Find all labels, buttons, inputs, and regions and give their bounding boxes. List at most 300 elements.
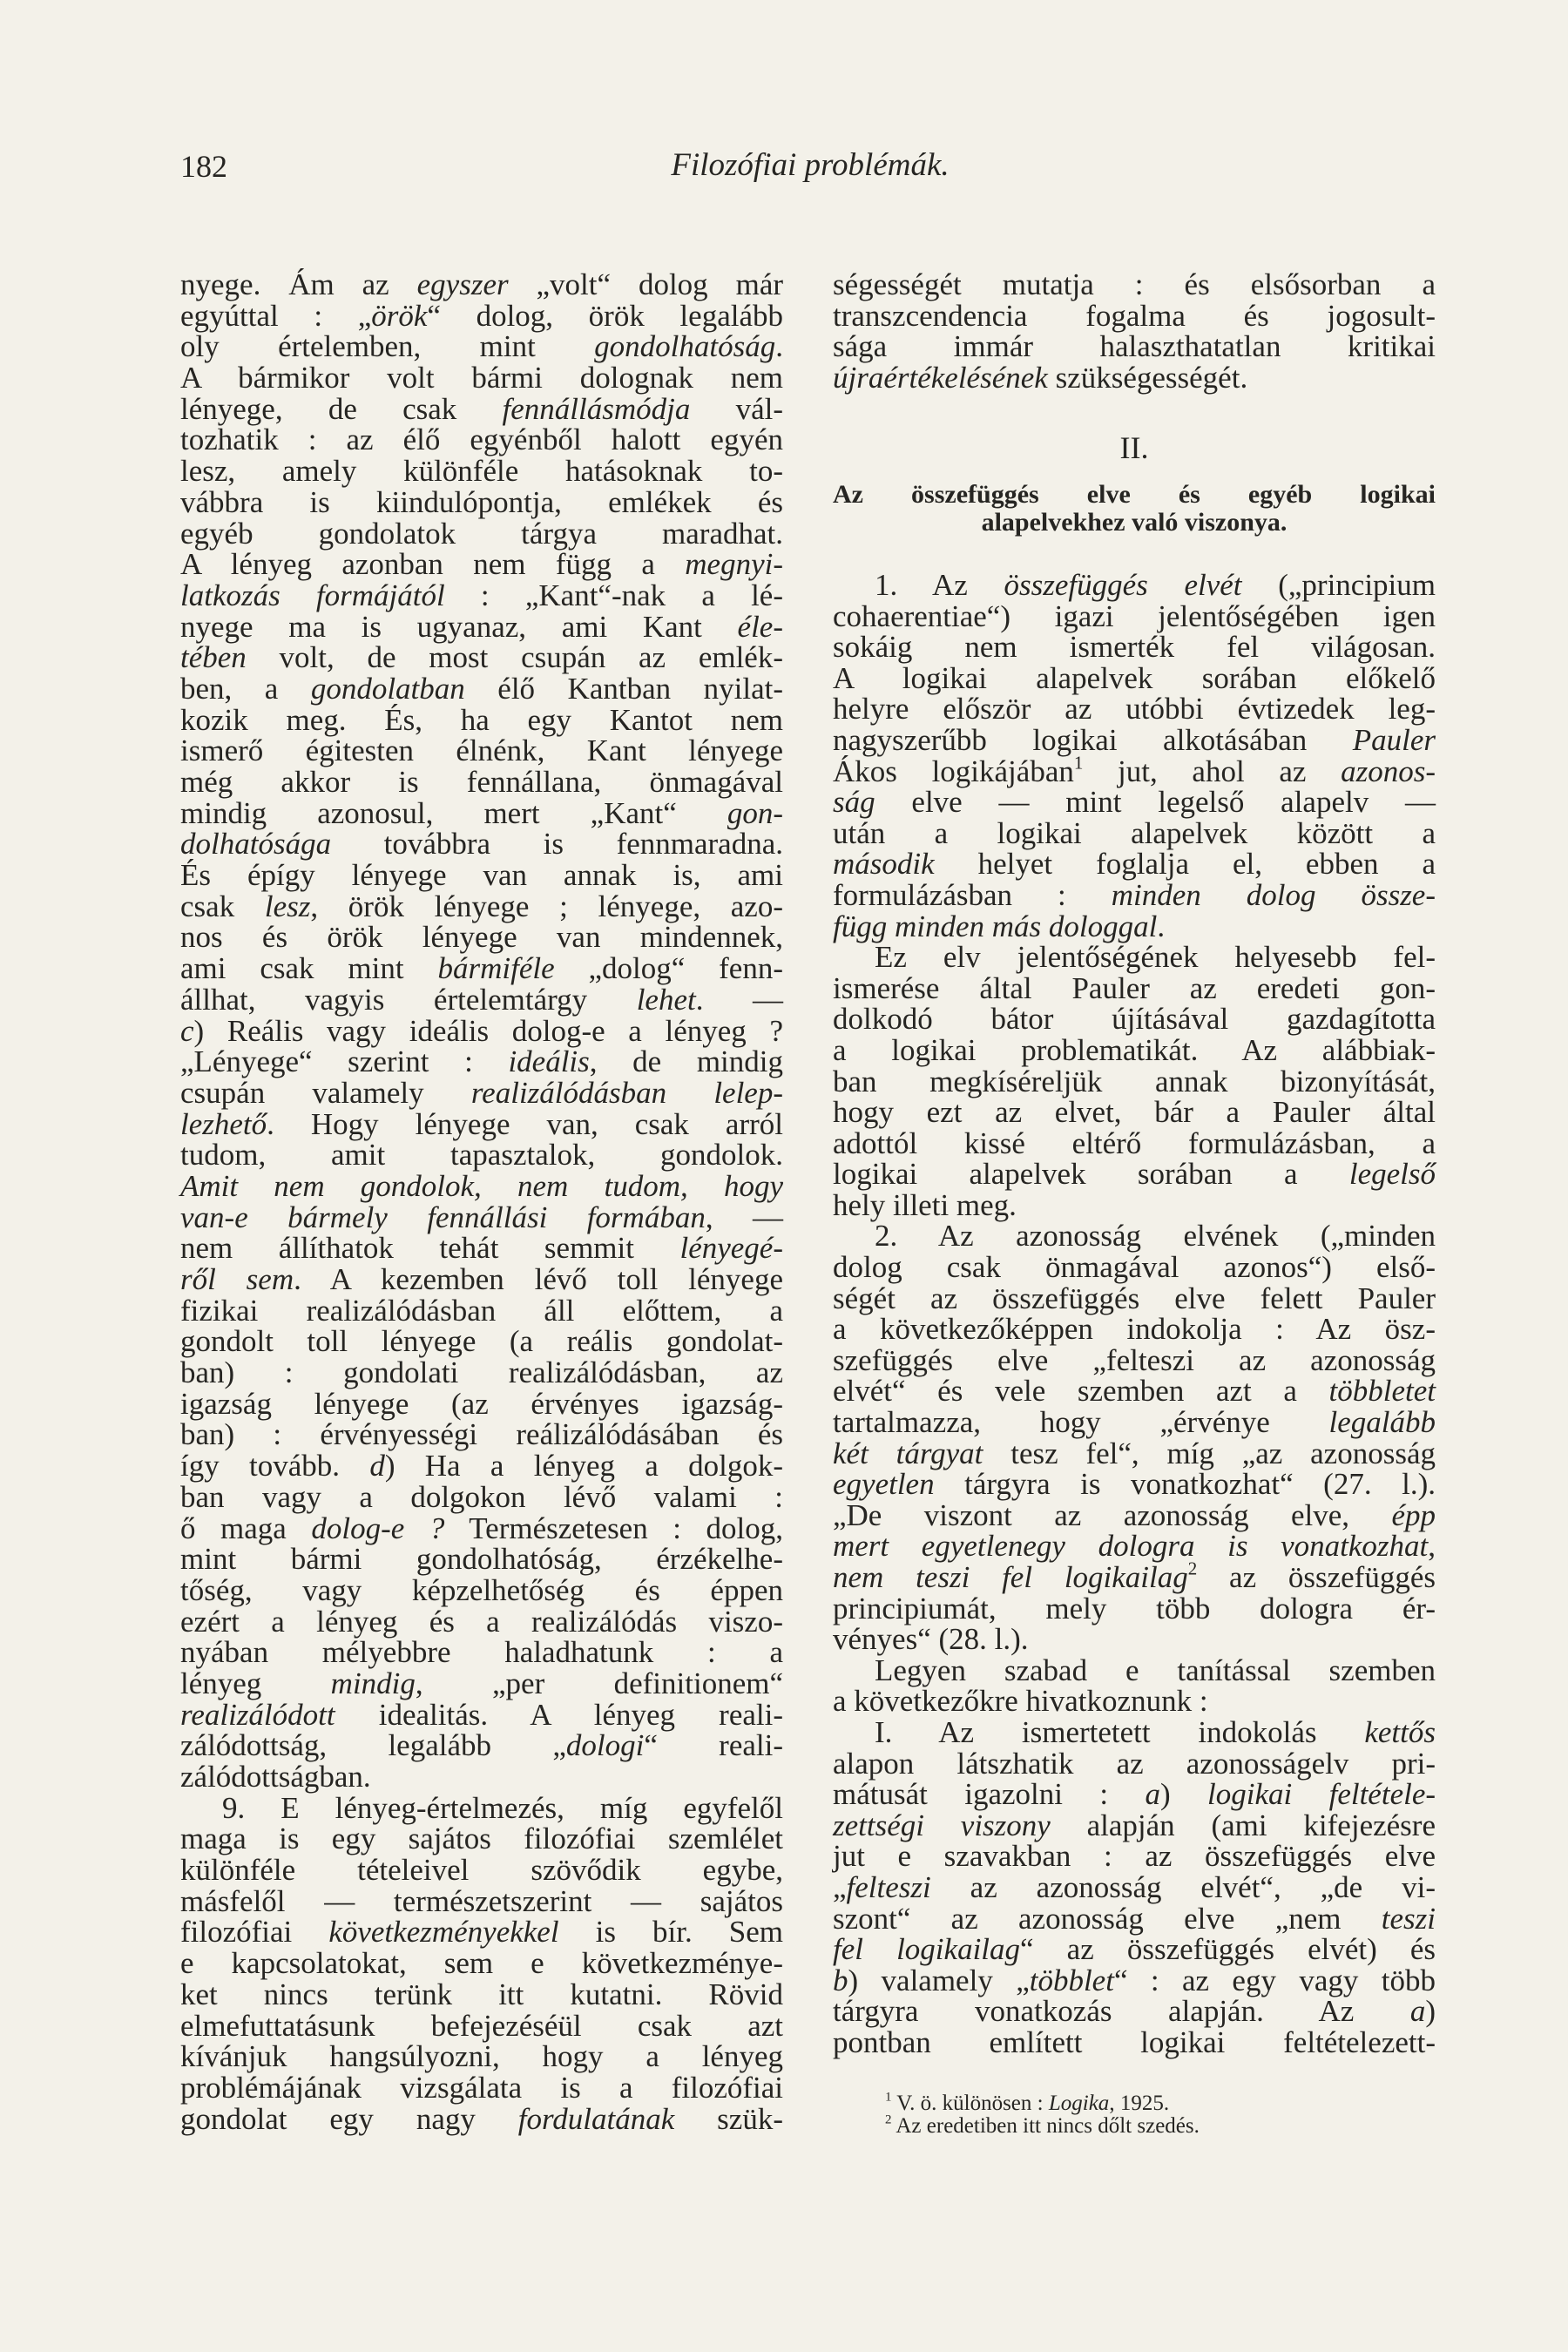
italic-text: teszi xyxy=(1381,1901,1436,1936)
text-line xyxy=(833,598,1436,633)
page-number: 182 xyxy=(180,149,227,184)
text-run: szont“ az azonosság elve „nem xyxy=(833,1901,1382,1936)
text-run: egyéb gondolatok tárgya maradhat. xyxy=(180,516,783,551)
text-run: jut, ahol az xyxy=(1083,754,1342,788)
italic-text: lesz xyxy=(264,889,311,923)
text-line xyxy=(180,735,783,767)
text-line xyxy=(180,1513,783,1544)
text-run: kívánjuk hangsúlyozni, hogy a lényeg xyxy=(180,2039,783,2074)
italic-text: b xyxy=(833,1963,848,1997)
text-line xyxy=(833,970,1436,1005)
text-run: adottól kissé eltérő formulázásban, a xyxy=(833,1125,1436,1160)
text-line xyxy=(833,298,1436,333)
text-line xyxy=(833,1869,1436,1904)
text-run: tartalmazza, hogy „érvénye xyxy=(833,1405,1329,1440)
text-line xyxy=(833,1375,1436,1407)
text-line xyxy=(180,609,783,644)
text-line xyxy=(833,1469,1436,1500)
italic-text: Pauler xyxy=(1352,722,1436,757)
italic-text: fordulatának xyxy=(517,2101,675,2136)
text-line xyxy=(180,1916,783,1948)
text-line xyxy=(833,911,1436,943)
text-line xyxy=(180,391,783,426)
text-line xyxy=(180,1697,783,1732)
italic-text: mindig xyxy=(330,1666,416,1700)
text-line xyxy=(833,1097,1436,1128)
text-run: jut e szavakban : az összefüggés elve xyxy=(833,1839,1436,1874)
text-line xyxy=(180,767,783,798)
italic-text: fennállásmódja xyxy=(502,391,691,426)
text-run: a következőképpen indokolja : Az ösz- xyxy=(833,1312,1436,1347)
text-line xyxy=(833,1748,1436,1780)
text-run: gondolt toll lényege (a reális gondolat- xyxy=(180,1324,783,1359)
text-run: Természetesen : dolog, xyxy=(444,1511,783,1545)
text-line xyxy=(833,942,1436,973)
text-line xyxy=(180,1168,783,1203)
text-line xyxy=(180,1730,783,1761)
italic-text: logikai feltétele- xyxy=(1207,1777,1436,1812)
text-run: helyre először az utóbbi évtizedek leg- xyxy=(833,692,1436,727)
text-run: nos és örök lényege van mindennek, xyxy=(180,920,783,955)
text-line xyxy=(180,1883,783,1918)
text-line xyxy=(833,362,1436,394)
italic-text: lényegé- xyxy=(679,1231,783,1266)
italic-text: gon- xyxy=(727,795,783,830)
text-run: még akkor is fennállana, önmagával xyxy=(180,765,783,799)
text-run: principiumát, mely több dologra ér- xyxy=(833,1591,1436,1625)
text-run: 1. Az xyxy=(875,568,1004,602)
text-run: I. Az ismertetett indokolás xyxy=(875,1714,1365,1749)
text-line xyxy=(180,2101,783,2136)
text-line xyxy=(833,1159,1436,1190)
footnotes xyxy=(885,2092,1200,2138)
italic-text: lezhető xyxy=(180,1106,267,1141)
text-line xyxy=(180,673,783,705)
text-run: különféle tételeivel szövődik egybe, xyxy=(180,1853,783,1888)
italic-text: minden dolog össze- xyxy=(1111,877,1436,912)
text-line xyxy=(833,570,1436,601)
text-line xyxy=(833,1686,1436,1717)
text-run: nagyszerűbb logikai alkotásában xyxy=(833,722,1353,757)
italic-text: latkozás formájától xyxy=(180,578,445,612)
italic-text: realizálódásban lelep- xyxy=(470,1075,783,1110)
text-line xyxy=(833,1252,1436,1283)
text-run: ban vagy a dolgokon lévő valami : xyxy=(180,1479,783,1514)
text-run: a logikai problematikát. Az alábbiak- xyxy=(833,1032,1436,1067)
text-run: maga is egy sajátos filozófiai szemlélet xyxy=(180,1821,783,1856)
text-line xyxy=(833,848,1436,880)
italic-text: zettségi viszony xyxy=(833,1808,1051,1842)
text-line xyxy=(180,484,783,519)
text-line xyxy=(180,1855,783,1886)
text-line xyxy=(833,1652,1436,1687)
italic-text: egyetlen xyxy=(833,1467,935,1502)
italic-text: azonos- xyxy=(1341,754,1436,788)
italic-text: éle- xyxy=(737,609,783,644)
text-line xyxy=(180,1479,783,1514)
text-line xyxy=(833,632,1436,663)
italic-text: dolhatósága xyxy=(180,827,332,862)
text-line xyxy=(833,1934,1436,1965)
text-run: lesz, amely különféle hatásoknak to- xyxy=(180,454,783,489)
text-line xyxy=(833,1032,1436,1067)
text-run: hely illeti meg. xyxy=(833,1187,1017,1222)
text-run: vényes“ (28. l.). xyxy=(833,1622,1029,1657)
italic-text: nem teszi fel logikailag xyxy=(833,1560,1188,1594)
text-line xyxy=(833,1903,1436,1935)
text-line xyxy=(833,722,1436,757)
text-line xyxy=(833,1187,1436,1222)
text-run: ben, a xyxy=(180,671,311,706)
text-run: “ dolog, örök legalább xyxy=(427,298,783,333)
section-number: II. xyxy=(1119,430,1149,465)
text-run: „Lényege“ szerint : xyxy=(180,1044,509,1079)
italic-text: következményekkel xyxy=(328,1915,559,1950)
text-line xyxy=(833,1314,1436,1345)
text-line xyxy=(833,1497,1436,1532)
italic-text: egyszer xyxy=(416,267,509,301)
text-run: a következőkre hivatkoznunk : xyxy=(833,1684,1208,1719)
italic-text: c xyxy=(180,1013,194,1048)
text-line xyxy=(180,1668,783,1700)
text-run: logikai alapelvek sorában a xyxy=(833,1157,1349,1192)
text-line xyxy=(833,1714,1436,1749)
footnote-marker: 1 xyxy=(1073,751,1084,773)
text-line xyxy=(180,795,783,830)
text-line xyxy=(180,1606,783,1638)
text-line xyxy=(180,860,783,891)
footnote-marker: 2 xyxy=(1187,1558,1198,1579)
text-line xyxy=(180,1979,783,2011)
section-heading-line: alapelvekhez való viszonya. xyxy=(981,508,1288,537)
text-run: nem állíthatok tehát semmit xyxy=(180,1231,680,1266)
text-run: volt, de most csupán az emlék- xyxy=(246,640,783,675)
text-run: dolog csak önmagával azonos“) első- xyxy=(833,1250,1436,1285)
text-line xyxy=(180,2008,783,2043)
text-run: sokáig nem ismerték fel világosan. xyxy=(833,630,1436,665)
text-line xyxy=(180,984,783,1016)
text-run: A bármikor volt bármi dolognak nem xyxy=(180,361,783,395)
text-run: egyúttal : „ xyxy=(180,298,372,333)
italic-text: többletet xyxy=(1328,1374,1436,1409)
text-run: tárgyra vonatkozás alapján. Az xyxy=(833,1994,1410,2029)
text-run: után a logikai alapelvek között a xyxy=(833,815,1436,850)
text-line xyxy=(833,1125,1436,1160)
text-line xyxy=(180,298,783,333)
text-run: élő Kantban nyilat- xyxy=(464,671,783,706)
text-run: vál- xyxy=(690,391,783,426)
text-run: Ez elv jelentőségének helyesebb fel- xyxy=(875,940,1436,975)
italic-text: lehet xyxy=(636,982,696,1017)
text-run: szükségességét. xyxy=(1047,361,1248,395)
text-line xyxy=(833,1066,1436,1098)
text-run: A lényeg azonban nem függ a xyxy=(180,547,686,582)
text-run: V. ö. különösen : xyxy=(891,2092,1049,2115)
section-heading xyxy=(833,481,1436,537)
text-line xyxy=(180,1326,783,1357)
text-run: sága immár halaszthatatlan kritikai xyxy=(833,329,1436,364)
text-line xyxy=(833,1624,1436,1655)
italic-text: felteszi xyxy=(846,1869,931,1904)
text-run: „De viszont az azonosság elve, xyxy=(833,1497,1392,1532)
text-run: hogy ezt az elvet, bár a Pauler által xyxy=(833,1095,1436,1130)
right-column-top-text xyxy=(833,269,1436,394)
text-run: idealitás. A lényeg reali- xyxy=(335,1697,783,1732)
text-run: , de mindig xyxy=(589,1044,783,1079)
italic-text: két tárgyat xyxy=(833,1436,983,1470)
text-run: . xyxy=(775,329,783,364)
text-line xyxy=(833,1779,1436,1810)
text-run: vábbra is kiindulópontja, emlékek és xyxy=(180,484,783,519)
italic-text: második xyxy=(833,847,935,882)
text-run: 2. Az azonosság elvének („minden xyxy=(875,1219,1436,1254)
text-line xyxy=(833,1965,1436,1997)
italic-text: gondolhatóság xyxy=(594,329,776,364)
text-line xyxy=(180,1357,783,1389)
text-line xyxy=(833,1841,1436,1872)
footnote-marker: 2 xyxy=(885,2112,892,2127)
italic-text: örök xyxy=(371,298,428,333)
text-run: kozik meg. És, ha egy Kantot nem xyxy=(180,702,783,737)
text-run: mátusát igazolni : xyxy=(833,1777,1146,1812)
text-run: ban) : érvényességi reálizálódásában és xyxy=(180,1417,783,1452)
text-run: filozófiai xyxy=(180,1915,329,1950)
text-run: , — xyxy=(705,1200,784,1234)
text-line xyxy=(180,331,783,362)
italic-text: többlet xyxy=(1029,1963,1114,1997)
text-run: A logikai alapelvek sorában előkelő xyxy=(833,660,1436,695)
italic-text: tében xyxy=(180,640,247,675)
text-run: lényeg xyxy=(180,1666,331,1700)
text-line xyxy=(180,1823,783,1855)
italic-text: legalább xyxy=(1328,1405,1436,1440)
text-line xyxy=(180,1450,783,1482)
text-line xyxy=(833,693,1436,725)
text-line xyxy=(833,1342,1436,1377)
text-line xyxy=(833,877,1436,912)
text-line xyxy=(833,1220,1436,1252)
text-run: . Hogy lényege van, csak arról xyxy=(267,1106,783,1141)
text-line xyxy=(180,642,783,673)
footnote xyxy=(885,2092,1200,2115)
text-line xyxy=(180,580,783,612)
text-run: . xyxy=(1157,909,1166,943)
italic-text: kettős xyxy=(1364,1714,1436,1749)
text-run: . — xyxy=(695,982,783,1017)
text-run: továbbra is fennmaradna. xyxy=(331,827,783,862)
text-run: , 1925. xyxy=(1109,2092,1170,2115)
text-run: cohaerentiae“) igazi jelentőségében igen xyxy=(833,598,1436,633)
text-run: nyege. Ám az xyxy=(180,267,417,301)
text-run: nyege ma is ugyanaz, ami Kant xyxy=(180,609,738,644)
text-run: ban) : gondolati realizálódásban, az xyxy=(180,1355,783,1390)
text-line xyxy=(180,1046,783,1078)
text-line xyxy=(833,1558,1436,1594)
text-line xyxy=(833,787,1436,818)
text-run: formulázásban : xyxy=(833,877,1112,912)
italic-text: van-e bármely fennállási formában xyxy=(180,1200,706,1234)
text-run: e kapcsolatokat, sem e következménye- xyxy=(180,1946,783,1981)
text-run: ) xyxy=(1425,1994,1436,2029)
text-line xyxy=(180,1790,783,1825)
text-line xyxy=(180,1386,783,1421)
text-line xyxy=(180,953,783,984)
text-run: szefüggés elve „felteszi az azonosság xyxy=(833,1342,1436,1377)
footnote xyxy=(885,2112,1200,2138)
text-run: ket nincs terünk itt kutatni. Rövid xyxy=(180,1977,783,2011)
text-line xyxy=(180,1139,783,1171)
italic-text: legelső xyxy=(1348,1157,1436,1192)
italic-text: fel logikailag xyxy=(833,1932,1021,1967)
text-line xyxy=(180,549,783,580)
text-run: csak xyxy=(180,889,265,923)
text-run: állhat, vagyis értelemtárgy xyxy=(180,982,637,1017)
text-run: így tovább. xyxy=(180,1449,370,1484)
text-run: Ákos logikájában xyxy=(833,754,1074,788)
text-line xyxy=(833,1593,1436,1625)
text-run: is bír. Sem xyxy=(558,1915,783,1950)
text-run: tozhatik : az élő egyénből halott egyén xyxy=(180,422,783,457)
text-run: ségességét mutatja : és elsősorban a xyxy=(833,267,1436,301)
text-run: : „Kant“-nak a lé- xyxy=(444,578,783,612)
text-line xyxy=(833,815,1436,850)
italic-text: újraértékelésének xyxy=(833,361,1048,395)
italic-text: d xyxy=(369,1449,385,1484)
text-run: ) Reális vagy ideális dolog-e a lényeg ? xyxy=(193,1013,783,1048)
text-line xyxy=(180,1295,783,1327)
italic-text: bármiféle xyxy=(437,951,555,986)
italic-text: a xyxy=(1409,1994,1426,2029)
text-line xyxy=(180,828,783,860)
text-run: dolkodó bátor újításával gazdagította xyxy=(833,1002,1436,1037)
italic-text: ideális xyxy=(508,1044,590,1079)
text-run: Legyen szabad e tanítással szemben xyxy=(875,1652,1436,1687)
text-line xyxy=(180,1544,783,1575)
text-run: transzcendencia fogalma és jogosult- xyxy=(833,298,1436,333)
text-run: lényege, de csak xyxy=(180,391,503,426)
text-line xyxy=(833,751,1436,788)
text-line xyxy=(180,1013,783,1048)
text-run: , „per definitionem“ xyxy=(415,1666,784,1700)
text-run: az azonosság elvét“, „de vi- xyxy=(930,1869,1436,1904)
text-run: pontban említett logikai feltételezett- xyxy=(833,2024,1436,2059)
text-line xyxy=(833,660,1436,695)
text-run: gondolat egy nagy xyxy=(180,2101,518,2136)
text-run: ismerő égitesten élnénk, Kant lényege xyxy=(180,733,783,768)
text-run: tudom, amit tapasztalok, gondolok. xyxy=(180,1138,783,1173)
text-line xyxy=(833,1283,1436,1315)
italic-text: gondolatban xyxy=(310,671,465,706)
italic-text: dologi xyxy=(565,1728,645,1763)
text-line xyxy=(180,1419,783,1450)
text-line xyxy=(180,1233,783,1264)
text-run: elmefuttatásunk befejezéséül csak azt xyxy=(180,2008,783,2043)
text-run: ami csak mint xyxy=(180,951,438,986)
text-run: elve — mint legelső alapelv — xyxy=(875,785,1436,820)
text-line xyxy=(180,456,783,487)
text-line xyxy=(833,1531,1436,1562)
text-line xyxy=(180,2041,783,2072)
section-heading-line: Az összefüggés elve és egyéb logikai xyxy=(833,480,1436,509)
text-line xyxy=(180,702,783,737)
text-line xyxy=(833,1407,1436,1438)
text-run: ezért a lényeg és a realizálódás viszo- xyxy=(180,1604,783,1639)
text-run: helyet foglalja el, ebben a xyxy=(934,847,1436,882)
text-run: . A kezemben lévő toll lényege xyxy=(294,1262,783,1296)
text-run: problémájának vizsgálata is a filozófiai xyxy=(180,2070,783,2105)
text-run: ismerése által Pauler az eredeti gon- xyxy=(833,970,1436,1005)
italic-text: realizálódott xyxy=(180,1697,335,1732)
text-run: zálódottságban. xyxy=(180,1760,371,1794)
right-column-body-text xyxy=(833,570,1436,2058)
text-run: ) xyxy=(1159,1777,1208,1812)
text-line xyxy=(180,518,783,550)
text-line xyxy=(180,1948,783,1979)
text-line xyxy=(833,269,1436,301)
text-run: tárgyra is vonatkozhat“ (27. l.). xyxy=(934,1467,1436,1502)
text-run: alapján (ami kifejezésre xyxy=(1050,1808,1436,1842)
text-run: “ reali- xyxy=(644,1728,783,1763)
text-line xyxy=(833,1004,1436,1035)
italic-text: Amit nem gondolok, nem tudom, hogy xyxy=(180,1168,783,1203)
text-line xyxy=(180,1106,783,1141)
italic-text: megnyi- xyxy=(685,547,783,582)
text-run: tesz fel“, míg „az azonosság xyxy=(983,1436,1436,1470)
text-line xyxy=(833,331,1436,362)
text-run: mint bármi gondolhatóság, érzékelhe- xyxy=(180,1542,783,1577)
text-run: („principium xyxy=(1241,568,1436,602)
text-line xyxy=(180,1761,783,1793)
text-line xyxy=(180,269,783,301)
text-run: az összefüggés xyxy=(1197,1560,1436,1594)
text-run: „ xyxy=(833,1869,847,1904)
running-title: Filozófiai problémák. xyxy=(671,147,950,183)
italic-text: Logika xyxy=(1048,2092,1110,2115)
text-run: ) valamely „ xyxy=(848,1963,1030,1997)
text-run: , xyxy=(1428,1529,1436,1564)
text-run: „volt“ dolog már xyxy=(508,267,784,301)
text-line xyxy=(180,2072,783,2104)
text-run: ban megkíséreljük annak bizonyítását, xyxy=(833,1064,1436,1098)
text-line xyxy=(180,362,783,394)
text-run: nyában mélyebbre haladhatunk : a xyxy=(180,1635,783,1670)
italic-text: mert egyetlenegy dologra is vonatkozhat xyxy=(833,1529,1429,1564)
text-line xyxy=(833,2024,1436,2059)
text-run: csupán valamely xyxy=(180,1075,471,1110)
text-run: “ az összefüggés elvét) és xyxy=(1020,1932,1436,1967)
text-run: igazság lényege (az érvényes igazság- xyxy=(180,1386,783,1421)
italic-text: épp xyxy=(1391,1497,1436,1532)
italic-text: függ minden más dologgal xyxy=(833,909,1158,943)
text-run: ségét az összefüggés elve felett Pauler xyxy=(833,1281,1436,1315)
text-line xyxy=(180,1075,783,1110)
text-line xyxy=(833,1810,1436,1842)
text-run: zálódottság, legalább „ xyxy=(180,1728,566,1763)
italic-text: ről sem xyxy=(180,1262,294,1296)
text-line xyxy=(833,1996,1436,2027)
text-run: Az eredetiben itt nincs dőlt szedés. xyxy=(891,2114,1200,2138)
text-run: oly értelemben, mint xyxy=(180,329,595,364)
text-line xyxy=(180,1637,783,1668)
text-run: elvét“ és vele szemben azt a xyxy=(833,1374,1329,1409)
italic-text: összefüggés elvét xyxy=(1004,568,1242,602)
text-run: fizikai realizálódásban áll előttem, a xyxy=(180,1293,783,1328)
text-run: És épígy lényege van annak is, ami xyxy=(180,858,783,893)
text-run: ) Ha a lényeg a dolgok- xyxy=(384,1449,783,1484)
text-run: ő maga xyxy=(180,1511,312,1545)
italic-text: a xyxy=(1145,1777,1160,1812)
text-run: , örök lényege ; lényege, azo- xyxy=(310,889,783,923)
